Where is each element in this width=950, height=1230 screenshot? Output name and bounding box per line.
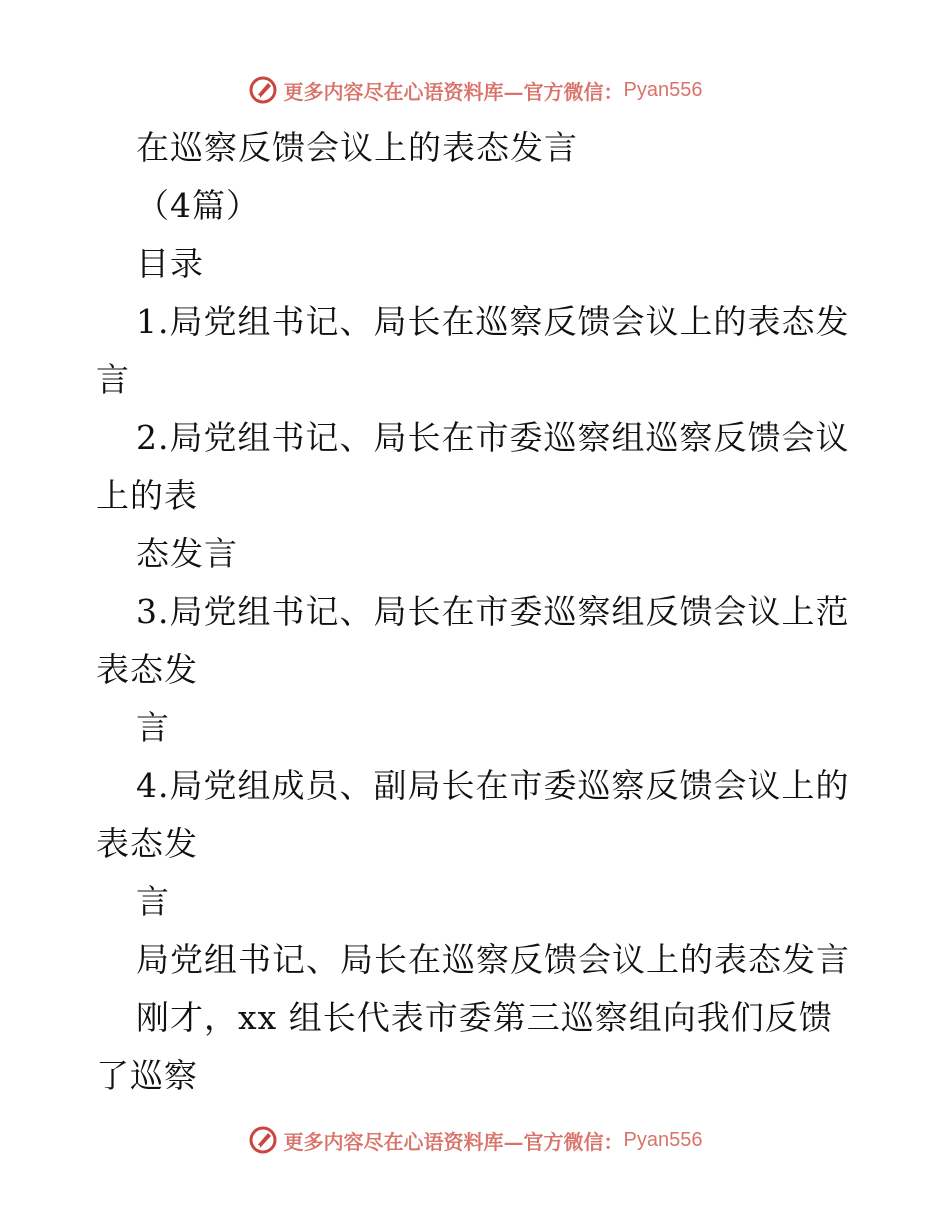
document-subtitle: （4篇） xyxy=(136,186,260,225)
toc-item-1-cont: 言 xyxy=(96,360,130,399)
watermark-text: 更多内容尽在心语资料库—官方微信： xyxy=(283,79,624,104)
watermark-wechat-id: Pyan556 xyxy=(623,78,703,101)
pen-logo-icon xyxy=(248,1125,278,1155)
section-title: 局党组书记、局长在巡察反馈会议上的表态发言 xyxy=(136,940,850,979)
toc-item-1: 1.局党组书记、局长在巡察反馈会议上的表态发 xyxy=(136,302,850,341)
body-paragraph-line: 刚才，xx 组长代表市委第三巡察组向我们反馈 xyxy=(136,998,833,1037)
toc-item-2-cont: 上的表 xyxy=(96,476,198,515)
watermark-wechat-id: Pyan556 xyxy=(623,1128,703,1151)
header-watermark xyxy=(0,70,950,110)
toc-item-3-cont: 表态发 xyxy=(96,650,198,689)
toc-item-2-cont2: 态发言 xyxy=(136,534,238,573)
pen-logo-icon xyxy=(248,75,278,105)
document-title: 在巡察反馈会议上的表态发言 xyxy=(136,128,578,167)
toc-item-3-cont2: 言 xyxy=(136,708,170,747)
footer-watermark xyxy=(0,1120,950,1160)
toc-item-4-cont: 表态发 xyxy=(96,824,198,863)
toc-item-3: 3.局党组书记、局长在市委巡察组反馈会议上范 xyxy=(136,592,850,631)
toc-heading: 目录 xyxy=(136,244,204,283)
toc-item-4-cont2: 言 xyxy=(136,882,170,921)
toc-item-2: 2.局党组书记、局长在市委巡察组巡察反馈会议 xyxy=(136,418,850,457)
watermark-text: 更多内容尽在心语资料库—官方微信： xyxy=(283,1129,624,1154)
toc-item-4: 4.局党组成员、副局长在市委巡察反馈会议上的 xyxy=(136,766,850,805)
body-paragraph-line-cont: 了巡察 xyxy=(96,1056,198,1095)
